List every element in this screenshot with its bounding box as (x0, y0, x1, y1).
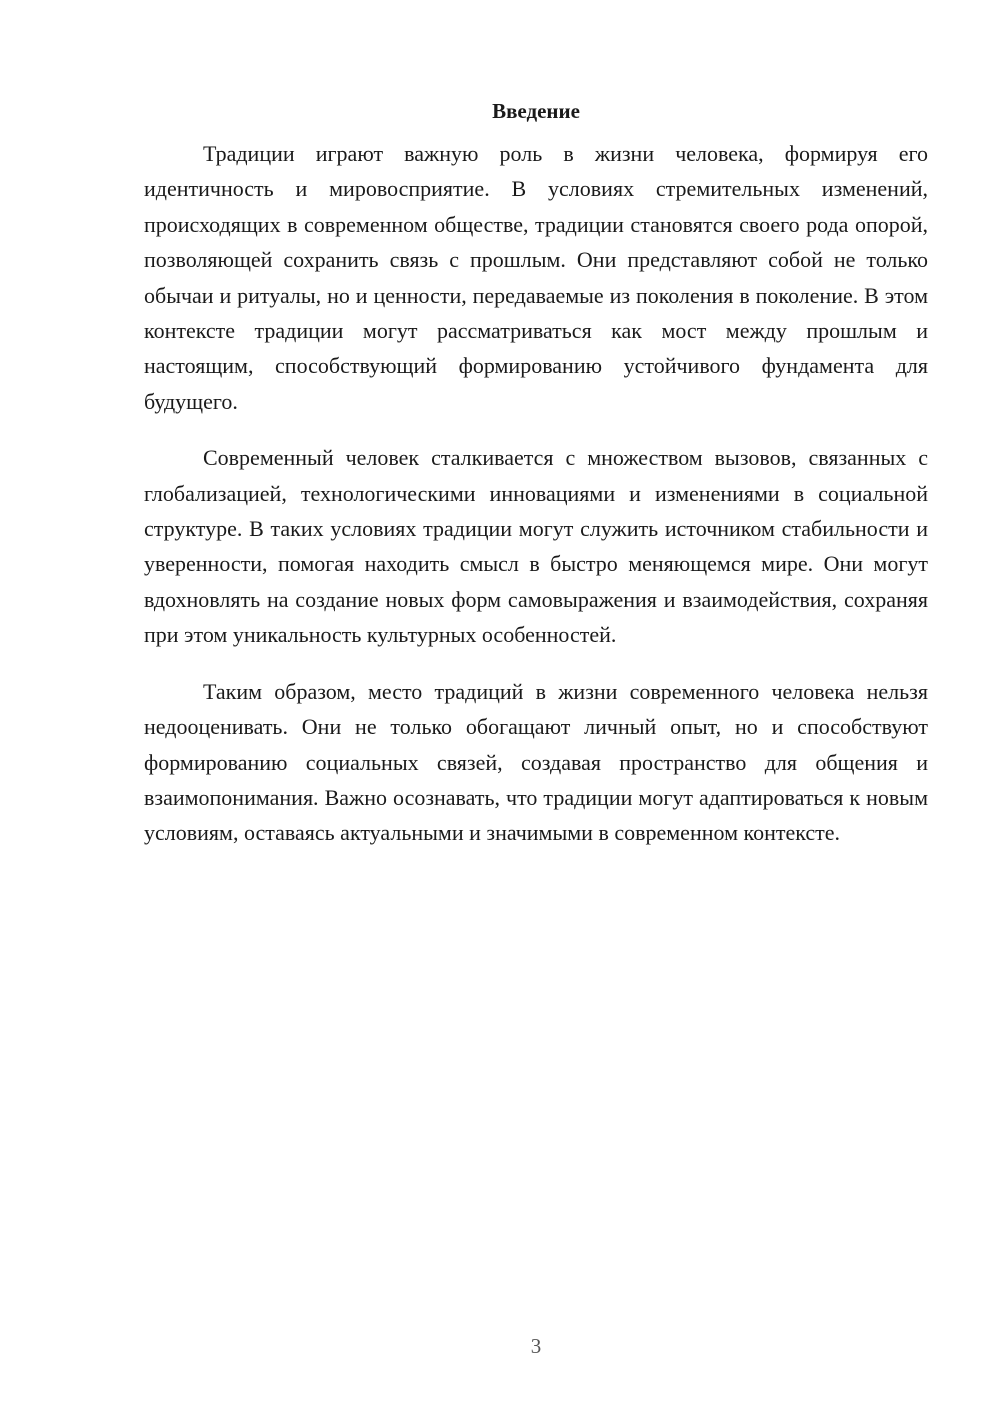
page-number: 3 (530, 1334, 542, 1358)
paragraph-3: Таким образом, место традиций в жизни современного человека нельзя недооценивать. Они не только обогащают личный опыт, но и способствуют формированию социальных связей, создавая пространство для общения и взаимопонимания. Важно осознавать, что традиции могут адаптироваться к новым условиям, оставаясь актуальными и значимыми в современном контексте. (144, 678, 928, 846)
page-content (144, 96, 928, 872)
paragraph-2: Современный человек сталкивается с множеством вызовов, связанных с глобализацией, технологическими инновациями и изменениями в социальной структуре. В таких условиях традиции могут служить источником стабильности и уверенности, помогая находить смысл в быстро меняющемся мире. Они могут вдохновлять на создание новых форм самовыражения и взаимодействия, сохраняя при этом уникальность культурных особенностей. (144, 445, 928, 648)
paragraph-1: Традиции играют важную роль в жизни человека, формируя его идентичность и мировосприятие. В условиях стремительных изменений, происходящих в современном обществе, традиции становятся своего рода опорой, позволяющей сохранить связь с прошлым. Они представляют собой не только обычаи и ритуалы, но и ценности, передаваемые из поколения в поколение. В этом контексте традиции могут рассматриваться как мост между прошлым и настоящим, способствующий формированию устойчивого фундамента для будущего. (144, 141, 928, 414)
section-heading: Введение (492, 99, 580, 123)
